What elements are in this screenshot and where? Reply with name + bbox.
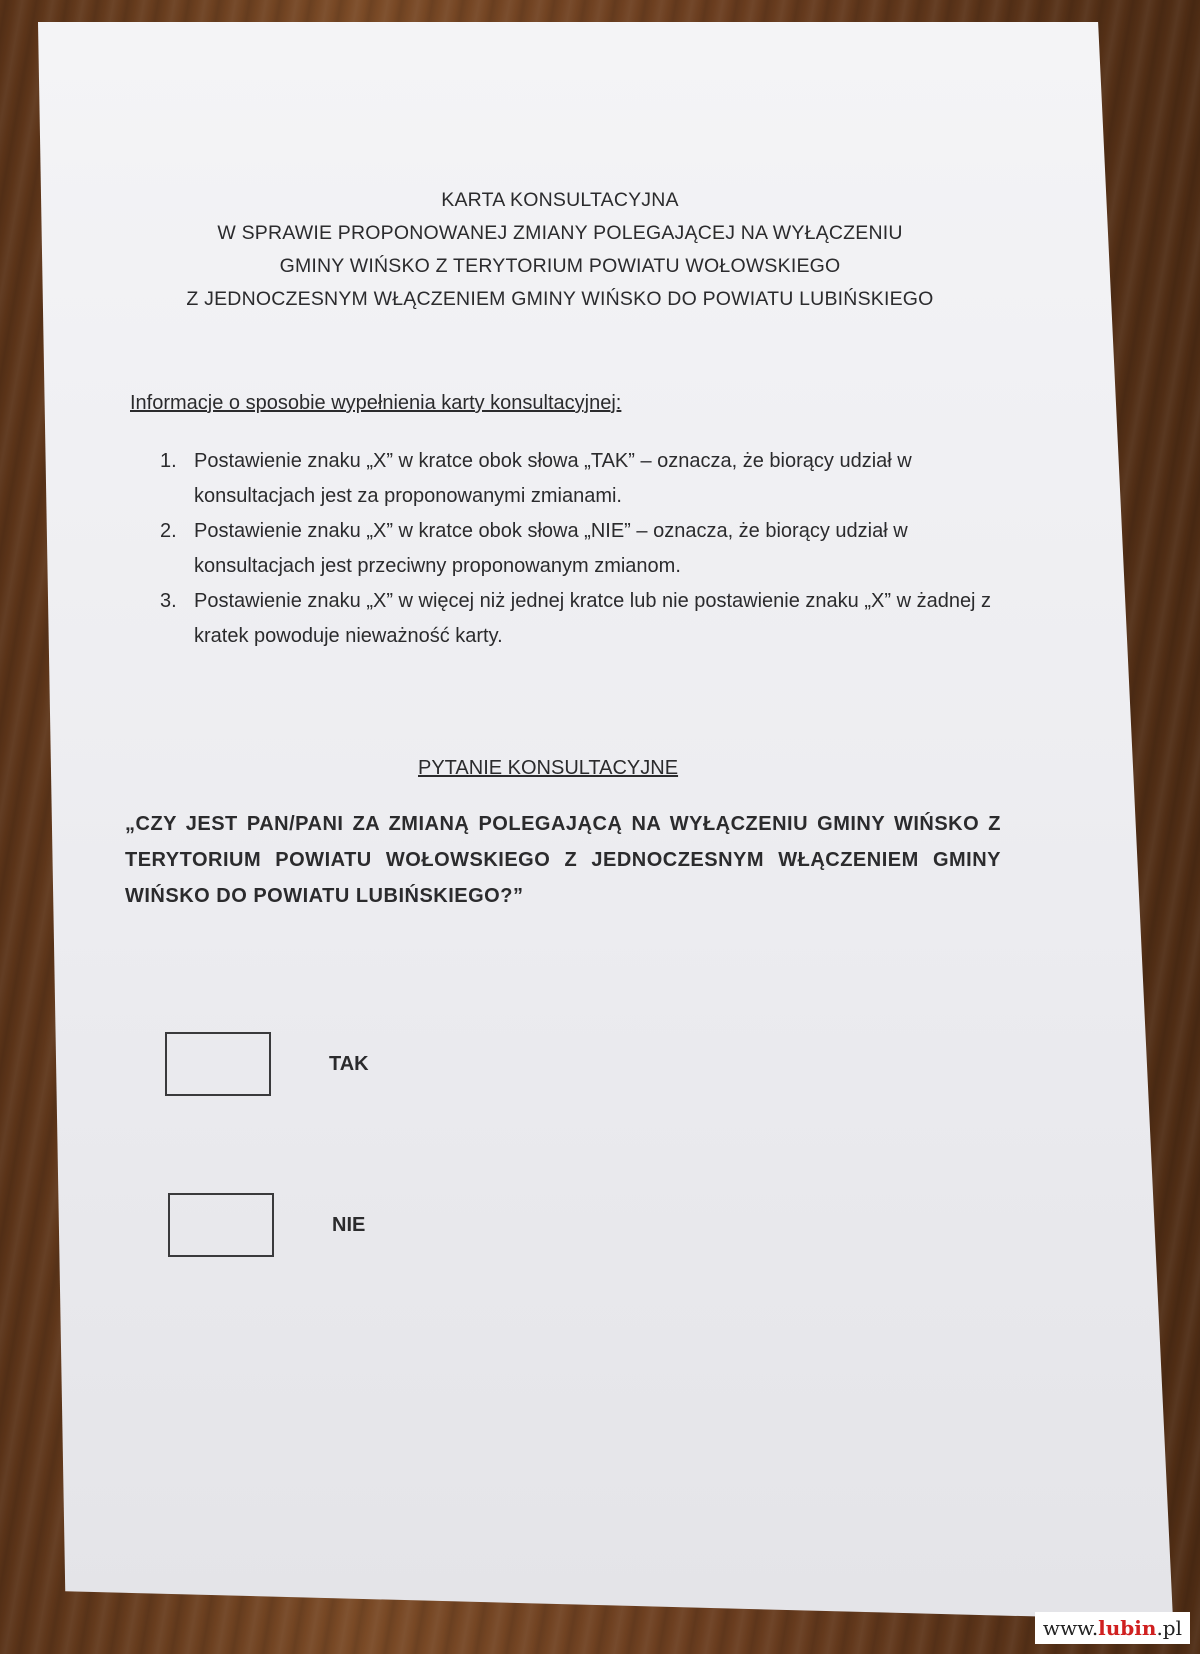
title-line: KARTA KONSULTACYJNA <box>441 189 679 211</box>
document-title <box>100 184 1020 316</box>
title-line: Z JEDNOCZESNYM WŁĄCZENIEM GMINY WIŃSKO DO POWIATU LUBIŃSKIEGO <box>186 288 934 310</box>
option-label-tak: TAK <box>329 1052 369 1075</box>
instruction-number: 2. <box>160 520 177 542</box>
watermark-accent: lubin <box>1098 1616 1157 1640</box>
option-nie <box>168 1193 365 1257</box>
question-heading: PYTANIE KONSULTACYJNE <box>418 757 679 779</box>
title-line: W SPRAWIE PROPONOWANEJ ZMIANY POLEGAJĄCEJ NA WYŁĄCZENIU <box>217 222 903 244</box>
instruction-text: Postawienie znaku „X” w kratce obok słowa „NIE” – oznacza, że biorący udział w konsultacjach jest przeciwny proponowanym zmianom. <box>194 520 908 577</box>
option-label-nie: NIE <box>332 1213 366 1236</box>
instruction-text: Postawienie znaku „X” w więcej niż jednej kratce lub nie postawienie znaku „X” w żadnej z kratek powoduje nieważność karty. <box>194 590 992 647</box>
instructions-heading: Informacje o sposobie wypełnienia karty konsultacyjnej: <box>130 392 622 414</box>
checkbox-nie[interactable] <box>168 1193 274 1257</box>
instruction-item <box>160 444 1000 514</box>
option-tak <box>165 1032 369 1096</box>
consultation-question: „CZY JEST PAN/PANI ZA ZMIANĄ POLEGAJĄCĄ NA WYŁĄCZENIU GMINY WIŃSKO Z TERYTORIUM POWIATU WOŁOWSKIEGO Z JEDNOCZESNYM WŁĄCZENIEM GMINY WIŃSKO DO POWIATU LUBIŃSKIEGO?” <box>125 813 1001 907</box>
instruction-item <box>160 514 1000 584</box>
title-line: GMINY WIŃSKO Z TERYTORIUM POWIATU WOŁOWSKIEGO <box>279 255 841 277</box>
watermark-prefix: www. <box>1042 1616 1099 1640</box>
instruction-item <box>160 584 1000 654</box>
watermark-suffix: .pl <box>1156 1616 1182 1640</box>
instruction-number: 1. <box>160 450 177 472</box>
instructions-list <box>160 444 1000 654</box>
instruction-text: Postawienie znaku „X” w kratce obok słowa „TAK” – oznacza, że biorący udział w konsultacjach jest za proponowanymi zmianami. <box>194 450 912 507</box>
checkbox-tak[interactable] <box>165 1032 271 1096</box>
site-watermark <box>1035 1612 1190 1644</box>
instruction-number: 3. <box>160 590 177 612</box>
